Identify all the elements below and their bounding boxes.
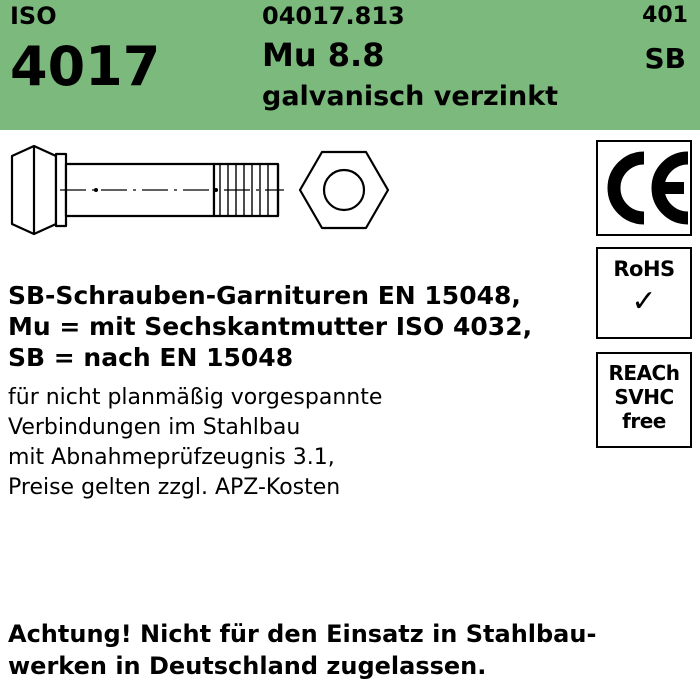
check-icon: ✓: [631, 284, 657, 319]
description-line-2: Verbindungen im Stahlbau: [8, 415, 301, 440]
sb-label: SB: [644, 42, 686, 75]
description-line-1: für nicht planmäßig vorgespannte: [8, 385, 383, 410]
description-line-4: Preise gelten zzgl. APZ-Kosten: [8, 475, 341, 500]
ce-icon: [598, 142, 690, 234]
hex-bolt-with-nut-icon: [0, 132, 580, 262]
article-number: 04017.813: [262, 2, 405, 30]
warning-line-2: werken in Deutschland zugelassen.: [8, 652, 487, 680]
rohs-mark-box: [596, 247, 692, 339]
product-drawing: [0, 132, 580, 262]
size-label: 4017: [10, 35, 161, 98]
rohs-label: RoHS: [613, 257, 675, 281]
reach-line-2: SVHC: [614, 385, 674, 409]
material-grade-label: Mu 8.8: [262, 36, 385, 74]
warning-block: [8, 618, 688, 682]
description-block: [8, 280, 586, 503]
standard-label: ISO: [10, 2, 57, 30]
description-line-3: mit Abnahmeprüfzeugnis 3.1,: [8, 445, 335, 470]
description-bold-line-2: Mu = mit Sechskantmutter ISO 4032,: [8, 312, 533, 341]
description-bold-line-1: SB-Schrauben-Garnituren EN 15048,: [8, 281, 521, 310]
warning-line-1: Achtung! Nicht für den Einsatz in Stahlbau-: [8, 620, 597, 648]
header-band: [0, 0, 700, 130]
description-bold-line-3: SB = nach EN 15048: [8, 343, 294, 372]
reach-mark-box: [596, 352, 692, 448]
reach-line-3: free: [622, 409, 666, 433]
header-code-right: 401: [642, 3, 688, 28]
ce-mark-box: [596, 140, 692, 236]
hex-nut-icon: [300, 152, 388, 228]
coating-label: galvanisch verzinkt: [262, 81, 559, 112]
reach-line-1: REACh: [608, 361, 680, 385]
description-spacer: [8, 373, 586, 383]
